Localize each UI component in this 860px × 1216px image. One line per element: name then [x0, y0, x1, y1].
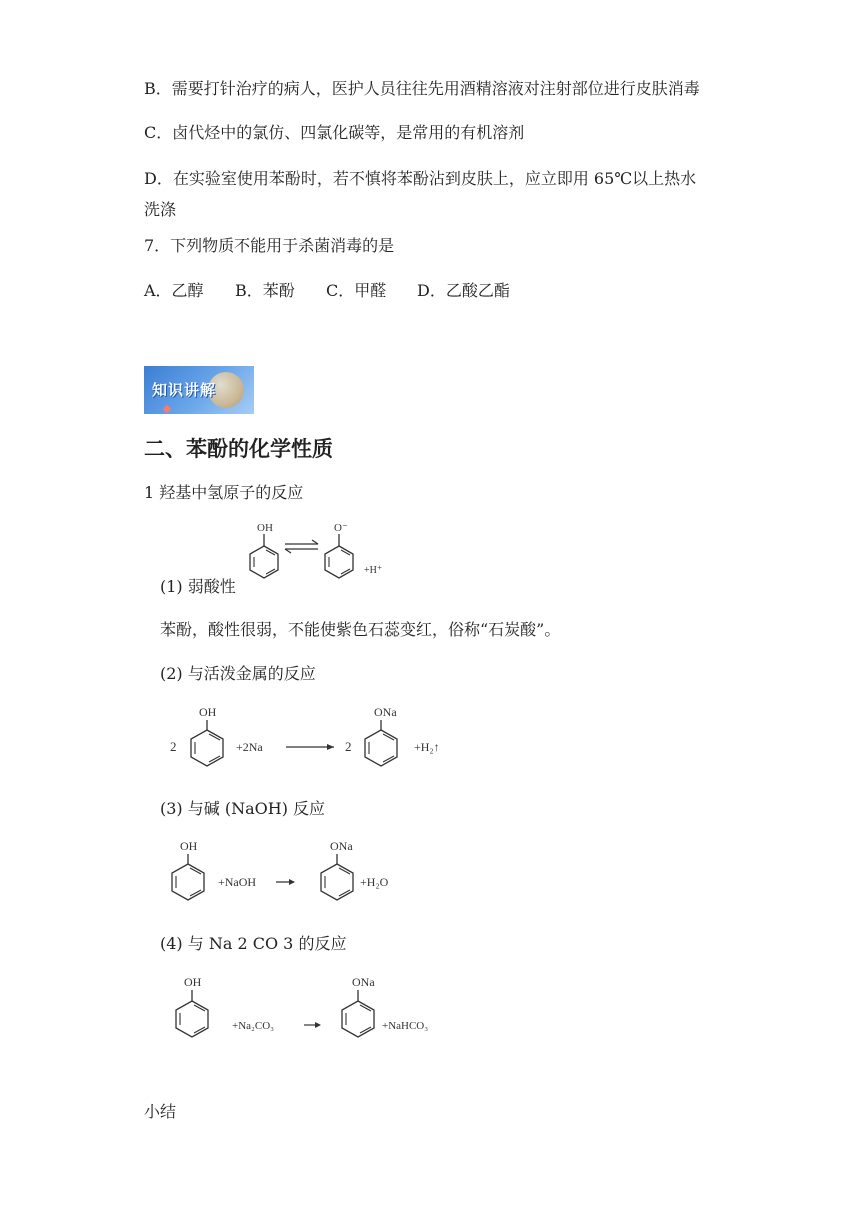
subsection-1-title: 1 羟基中氢原子的反应 — [144, 483, 304, 502]
eq2-right-group: ONa — [374, 705, 397, 719]
eq2-reagent: +2Na — [236, 740, 263, 754]
eq3-right-benzene-ring — [321, 864, 353, 900]
option-c-text: C．卤代烃中的氯仿、四氯化碳等，是常用的有机溶剂 — [144, 123, 525, 142]
section-title: 二、苯酚的化学性质 — [144, 436, 333, 461]
eq1-product: +H⁺ — [364, 565, 383, 576]
q7-option-a: A．乙醇 — [144, 281, 204, 300]
eq1-left-group: OH — [257, 522, 273, 534]
banner-label: 知识讲解 — [152, 381, 217, 399]
option-b-text: B．需要打针治疗的病人，医护人员往往先用酒精溶液对注射部位进行皮肤消毒 — [144, 79, 700, 98]
eq4-left-benzene-ring — [176, 1001, 208, 1037]
knowledge-banner — [144, 366, 254, 414]
eq2-left-benzene-ring — [191, 730, 223, 766]
eq3-product: +H₂O — [360, 875, 389, 889]
option-d-text: D．在实验室使用苯酚时，若不慎将苯酚沾到皮肤上，应立即用 65℃以上热水 — [144, 169, 697, 188]
eq4-product: +NaHCO₃ — [382, 1020, 429, 1032]
eq3-reagent: +NaOH — [218, 875, 257, 889]
q7-option-d: D．乙酸乙酯 — [417, 281, 510, 300]
item-2-label: (2) 与活泼金属的反应 — [160, 664, 316, 683]
equation-3-diagram — [164, 834, 424, 912]
eq2-left-group: OH — [199, 705, 217, 719]
eq4-reagent: +Na₂CO₃ — [232, 1020, 274, 1032]
item-4-label: (4) 与 Na 2 CO 3 的反应 — [160, 934, 347, 953]
eq4-left-group: OH — [184, 975, 202, 989]
question-7: 7．下列物质不能用于杀菌消毒的是 — [144, 236, 395, 255]
summary-label: 小结 — [144, 1102, 177, 1121]
option-d-continuation: 洗涤 — [144, 200, 177, 219]
eq3-left-benzene-ring — [172, 864, 204, 900]
eq2-left-coefficient: 2 — [170, 739, 177, 754]
eq3-left-group: OH — [180, 839, 198, 853]
equation-4-diagram — [164, 970, 454, 1050]
item-3-label: (3) 与碱 (NaOH) 反应 — [160, 799, 326, 818]
equation-2-diagram — [164, 700, 464, 780]
banner-decoration-icon — [163, 405, 171, 413]
eq2-right-coefficient: 2 — [345, 739, 352, 754]
eq4-right-group: ONa — [352, 975, 375, 989]
question-7-options — [144, 280, 510, 302]
eq3-right-group: ONa — [330, 839, 353, 853]
item-1-label: (1) 弱酸性 — [160, 577, 236, 596]
equation-1-diagram — [240, 518, 400, 590]
q7-option-b: B．苯酚 — [235, 281, 295, 300]
q7-option-c: C．甲醛 — [326, 281, 387, 300]
eq4-right-benzene-ring — [342, 1001, 374, 1037]
eq2-product: +H₂↑ — [414, 740, 440, 754]
eq2-right-benzene-ring — [365, 730, 397, 766]
eq1-right-group: O⁻ — [334, 522, 348, 534]
item-1-description: 苯酚，酸性很弱，不能使紫色石蕊变红，俗称“石炭酸”。 — [160, 620, 561, 639]
